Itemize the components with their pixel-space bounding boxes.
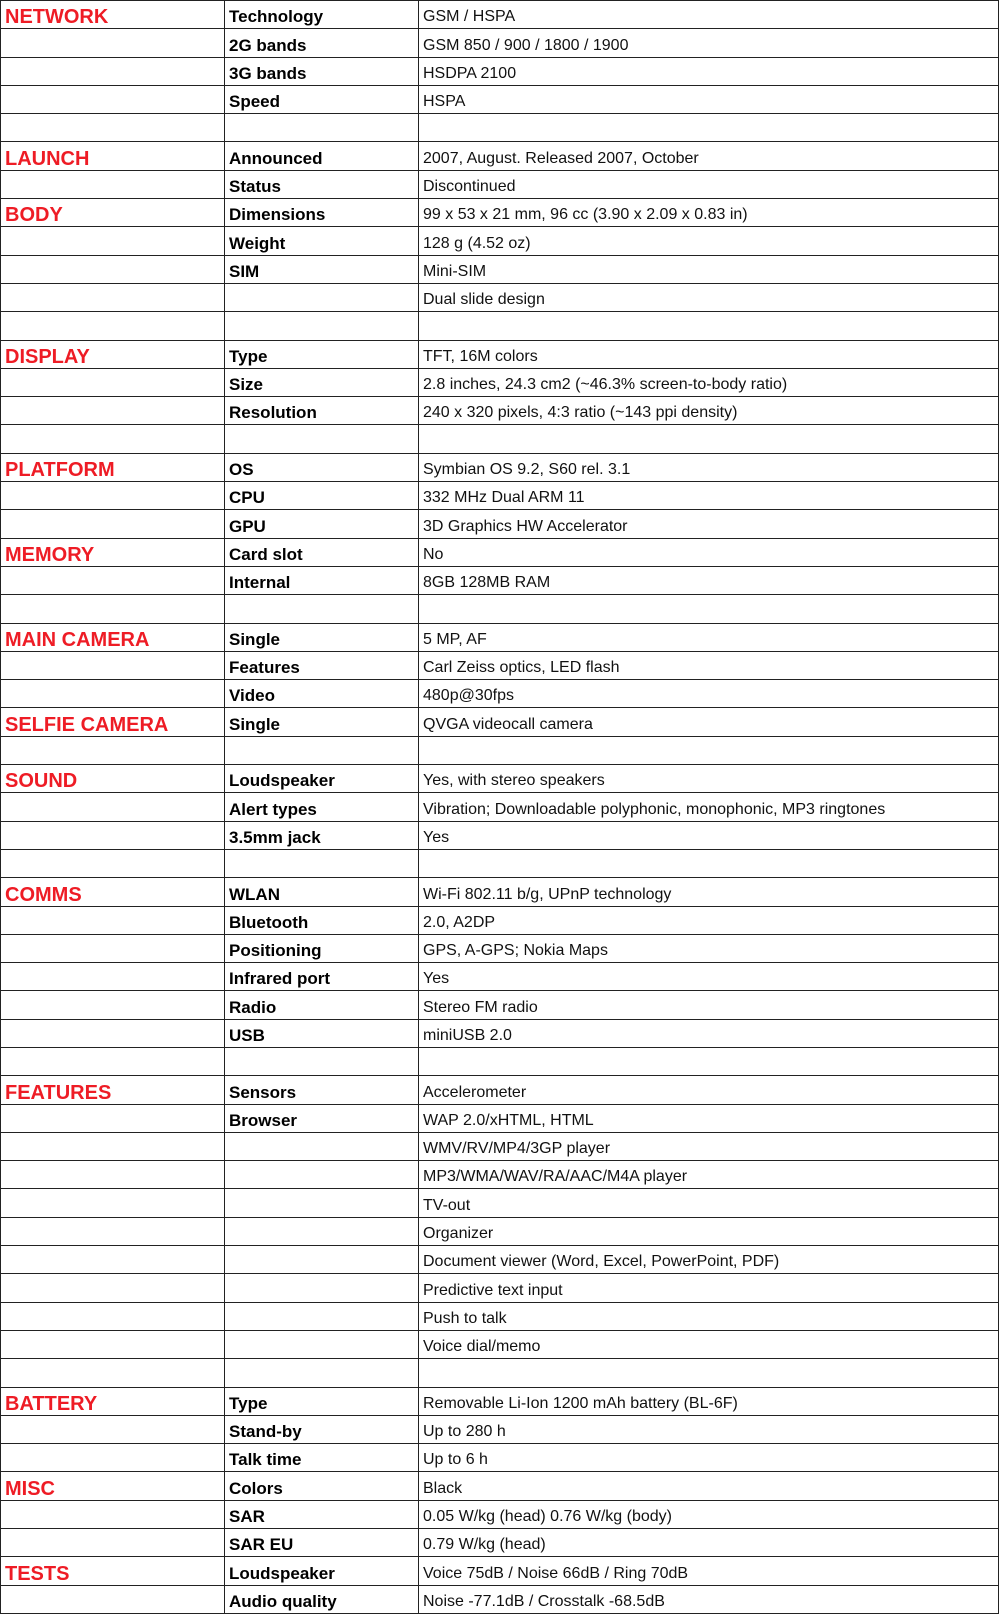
label-cell: Size xyxy=(225,368,419,396)
label-cell: Card slot xyxy=(225,538,419,566)
label-cell xyxy=(225,1246,419,1274)
label-cell xyxy=(225,312,419,340)
value-cell: TV-out xyxy=(419,1189,999,1217)
category-cell: SELFIE CAMERA xyxy=(1,708,225,736)
label-cell: Colors xyxy=(225,1472,419,1500)
value-cell: Up to 280 h xyxy=(419,1415,999,1443)
value-cell: GSM 850 / 900 / 1800 / 1900 xyxy=(419,29,999,57)
value-cell: WMV/RV/MP4/3GP player xyxy=(419,1132,999,1160)
spec-row xyxy=(1,340,999,368)
value-cell: Accelerometer xyxy=(419,1076,999,1104)
spec-row xyxy=(1,1529,999,1557)
category-cell xyxy=(1,1189,225,1217)
label-cell: Audio quality xyxy=(225,1585,419,1613)
category-cell xyxy=(1,397,225,425)
spec-row xyxy=(1,1246,999,1274)
spec-row xyxy=(1,963,999,991)
spec-row xyxy=(1,680,999,708)
label-cell: GPU xyxy=(225,510,419,538)
label-cell: CPU xyxy=(225,482,419,510)
spec-row xyxy=(1,736,999,764)
spec-row xyxy=(1,482,999,510)
value-cell: 240 x 320 pixels, 4:3 ratio (~143 ppi density) xyxy=(419,397,999,425)
label-cell xyxy=(225,849,419,877)
label-cell: Dimensions xyxy=(225,199,419,227)
value-cell: Voice dial/memo xyxy=(419,1330,999,1358)
spec-row xyxy=(1,1472,999,1500)
category-cell: TESTS xyxy=(1,1557,225,1585)
label-cell: Technology xyxy=(225,1,419,29)
category-cell: BODY xyxy=(1,199,225,227)
value-cell: 8GB 128MB RAM xyxy=(419,566,999,594)
label-cell: Speed xyxy=(225,85,419,113)
value-cell: 99 x 53 x 21 mm, 96 cc (3.90 x 2.09 x 0.83 in) xyxy=(419,199,999,227)
value-cell xyxy=(419,1047,999,1075)
category-cell xyxy=(1,906,225,934)
spec-row xyxy=(1,255,999,283)
value-cell: No xyxy=(419,538,999,566)
value-cell: miniUSB 2.0 xyxy=(419,1019,999,1047)
category-cell xyxy=(1,255,225,283)
category-cell xyxy=(1,1104,225,1132)
category-cell xyxy=(1,1217,225,1245)
category-cell xyxy=(1,1330,225,1358)
label-cell: Alert types xyxy=(225,793,419,821)
category-cell xyxy=(1,312,225,340)
category-cell xyxy=(1,368,225,396)
value-cell: Wi-Fi 802.11 b/g, UPnP technology xyxy=(419,878,999,906)
spec-row xyxy=(1,1585,999,1613)
spec-row xyxy=(1,312,999,340)
category-cell xyxy=(1,1246,225,1274)
value-cell: 480p@30fps xyxy=(419,680,999,708)
label-cell: SIM xyxy=(225,255,419,283)
category-cell xyxy=(1,1500,225,1528)
value-cell: Symbian OS 9.2, S60 rel. 3.1 xyxy=(419,453,999,481)
category-cell: BATTERY xyxy=(1,1387,225,1415)
value-cell: MP3/WMA/WAV/RA/AAC/M4A player xyxy=(419,1161,999,1189)
spec-row xyxy=(1,199,999,227)
label-cell xyxy=(225,736,419,764)
category-cell: NETWORK xyxy=(1,1,225,29)
label-cell: USB xyxy=(225,1019,419,1047)
category-cell xyxy=(1,934,225,962)
spec-row xyxy=(1,397,999,425)
label-cell: Infrared port xyxy=(225,963,419,991)
value-cell xyxy=(419,425,999,453)
category-cell xyxy=(1,1161,225,1189)
value-cell: HSPA xyxy=(419,85,999,113)
label-cell xyxy=(225,1302,419,1330)
value-cell: Discontinued xyxy=(419,170,999,198)
label-cell: Status xyxy=(225,170,419,198)
label-cell xyxy=(225,1161,419,1189)
value-cell: Stereo FM radio xyxy=(419,991,999,1019)
spec-row xyxy=(1,170,999,198)
label-cell xyxy=(225,1047,419,1075)
label-cell: Resolution xyxy=(225,397,419,425)
spec-table-body xyxy=(1,1,999,1614)
value-cell: QVGA videocall camera xyxy=(419,708,999,736)
label-cell: Weight xyxy=(225,227,419,255)
category-cell xyxy=(1,57,225,85)
value-cell: Black xyxy=(419,1472,999,1500)
label-cell: Sensors xyxy=(225,1076,419,1104)
value-cell: Voice 75dB / Noise 66dB / Ring 70dB xyxy=(419,1557,999,1585)
value-cell: Removable Li-Ion 1200 mAh battery (BL-6F) xyxy=(419,1387,999,1415)
label-cell: SAR EU xyxy=(225,1529,419,1557)
value-cell: Vibration; Downloadable polyphonic, monophonic, MP3 ringtones xyxy=(419,793,999,821)
label-cell xyxy=(225,1359,419,1387)
value-cell: GSM / HSPA xyxy=(419,1,999,29)
category-cell: LAUNCH xyxy=(1,142,225,170)
value-cell: Document viewer (Word, Excel, PowerPoint, PDF) xyxy=(419,1246,999,1274)
spec-row xyxy=(1,1161,999,1189)
category-cell xyxy=(1,85,225,113)
spec-row xyxy=(1,651,999,679)
spec-row xyxy=(1,1302,999,1330)
label-cell: Single xyxy=(225,708,419,736)
value-cell: Push to talk xyxy=(419,1302,999,1330)
category-cell xyxy=(1,595,225,623)
spec-row xyxy=(1,538,999,566)
spec-row xyxy=(1,1104,999,1132)
label-cell: Bluetooth xyxy=(225,906,419,934)
value-cell: 0.05 W/kg (head) 0.76 W/kg (body) xyxy=(419,1500,999,1528)
spec-row xyxy=(1,595,999,623)
category-cell xyxy=(1,793,225,821)
label-cell xyxy=(225,114,419,142)
value-cell: Yes, with stereo speakers xyxy=(419,765,999,793)
label-cell xyxy=(225,283,419,311)
value-cell: GPS, A-GPS; Nokia Maps xyxy=(419,934,999,962)
value-cell: 5 MP, AF xyxy=(419,623,999,651)
category-cell: MISC xyxy=(1,1472,225,1500)
category-cell: DISPLAY xyxy=(1,340,225,368)
value-cell: 128 g (4.52 oz) xyxy=(419,227,999,255)
spec-row xyxy=(1,1189,999,1217)
value-cell: 2.8 inches, 24.3 cm2 (~46.3% screen-to-body ratio) xyxy=(419,368,999,396)
category-cell xyxy=(1,425,225,453)
label-cell: Internal xyxy=(225,566,419,594)
category-cell xyxy=(1,283,225,311)
spec-row xyxy=(1,85,999,113)
spec-row xyxy=(1,1330,999,1358)
category-cell xyxy=(1,1585,225,1613)
value-cell: Organizer xyxy=(419,1217,999,1245)
spec-row xyxy=(1,623,999,651)
category-cell xyxy=(1,227,225,255)
label-cell: Announced xyxy=(225,142,419,170)
category-cell xyxy=(1,680,225,708)
spec-row xyxy=(1,765,999,793)
spec-row xyxy=(1,1047,999,1075)
value-cell xyxy=(419,114,999,142)
label-cell: 2G bands xyxy=(225,29,419,57)
value-cell xyxy=(419,1359,999,1387)
spec-row xyxy=(1,1019,999,1047)
label-cell: Radio xyxy=(225,991,419,1019)
label-cell xyxy=(225,595,419,623)
value-cell: TFT, 16M colors xyxy=(419,340,999,368)
spec-row xyxy=(1,821,999,849)
spec-row xyxy=(1,1132,999,1160)
spec-row xyxy=(1,906,999,934)
label-cell xyxy=(225,1217,419,1245)
label-cell xyxy=(225,425,419,453)
value-cell: Mini-SIM xyxy=(419,255,999,283)
spec-row xyxy=(1,368,999,396)
category-cell xyxy=(1,1047,225,1075)
spec-row xyxy=(1,1,999,29)
value-cell: WAP 2.0/xHTML, HTML xyxy=(419,1104,999,1132)
category-cell xyxy=(1,736,225,764)
category-cell xyxy=(1,963,225,991)
label-cell xyxy=(225,1274,419,1302)
spec-row xyxy=(1,793,999,821)
label-cell: 3.5mm jack xyxy=(225,821,419,849)
value-cell: Noise -77.1dB / Crosstalk -68.5dB xyxy=(419,1585,999,1613)
label-cell: Single xyxy=(225,623,419,651)
value-cell: Yes xyxy=(419,963,999,991)
label-cell xyxy=(225,1132,419,1160)
category-cell xyxy=(1,849,225,877)
category-cell: COMMS xyxy=(1,878,225,906)
value-cell xyxy=(419,595,999,623)
label-cell: Type xyxy=(225,1387,419,1415)
value-cell: Predictive text input xyxy=(419,1274,999,1302)
category-cell xyxy=(1,170,225,198)
category-cell xyxy=(1,1132,225,1160)
label-cell: 3G bands xyxy=(225,57,419,85)
spec-row xyxy=(1,425,999,453)
value-cell: Yes xyxy=(419,821,999,849)
spec-row xyxy=(1,708,999,736)
label-cell xyxy=(225,1189,419,1217)
spec-row xyxy=(1,283,999,311)
label-cell: WLAN xyxy=(225,878,419,906)
spec-row xyxy=(1,991,999,1019)
spec-row xyxy=(1,1444,999,1472)
value-cell: 3D Graphics HW Accelerator xyxy=(419,510,999,538)
value-cell: Up to 6 h xyxy=(419,1444,999,1472)
spec-row xyxy=(1,1076,999,1104)
spec-row xyxy=(1,1274,999,1302)
category-cell: MEMORY xyxy=(1,538,225,566)
category-cell xyxy=(1,1529,225,1557)
category-cell: MAIN CAMERA xyxy=(1,623,225,651)
value-cell: Dual slide design xyxy=(419,283,999,311)
category-cell: SOUND xyxy=(1,765,225,793)
label-cell: Type xyxy=(225,340,419,368)
label-cell: SAR xyxy=(225,1500,419,1528)
category-cell xyxy=(1,29,225,57)
category-cell xyxy=(1,1415,225,1443)
label-cell: Features xyxy=(225,651,419,679)
label-cell: Talk time xyxy=(225,1444,419,1472)
label-cell xyxy=(225,1330,419,1358)
value-cell: 332 MHz Dual ARM 11 xyxy=(419,482,999,510)
category-cell xyxy=(1,991,225,1019)
category-cell xyxy=(1,482,225,510)
value-cell xyxy=(419,312,999,340)
spec-row xyxy=(1,1359,999,1387)
spec-row xyxy=(1,142,999,170)
category-cell xyxy=(1,821,225,849)
spec-row xyxy=(1,114,999,142)
value-cell xyxy=(419,849,999,877)
spec-row xyxy=(1,1415,999,1443)
label-cell: Browser xyxy=(225,1104,419,1132)
category-cell xyxy=(1,1444,225,1472)
category-cell xyxy=(1,1019,225,1047)
spec-row xyxy=(1,29,999,57)
spec-row xyxy=(1,1500,999,1528)
value-cell: Carl Zeiss optics, LED flash xyxy=(419,651,999,679)
value-cell: 2.0, A2DP xyxy=(419,906,999,934)
value-cell: 0.79 W/kg (head) xyxy=(419,1529,999,1557)
label-cell: Stand-by xyxy=(225,1415,419,1443)
category-cell xyxy=(1,566,225,594)
spec-row xyxy=(1,1217,999,1245)
label-cell: Loudspeaker xyxy=(225,765,419,793)
category-cell: FEATURES xyxy=(1,1076,225,1104)
label-cell: Positioning xyxy=(225,934,419,962)
category-cell xyxy=(1,510,225,538)
label-cell: Video xyxy=(225,680,419,708)
category-cell: PLATFORM xyxy=(1,453,225,481)
spec-row xyxy=(1,934,999,962)
value-cell: 2007, August. Released 2007, October xyxy=(419,142,999,170)
spec-row xyxy=(1,849,999,877)
spec-row xyxy=(1,453,999,481)
category-cell xyxy=(1,651,225,679)
spec-row xyxy=(1,57,999,85)
spec-row xyxy=(1,1557,999,1585)
spec-row xyxy=(1,566,999,594)
value-cell xyxy=(419,736,999,764)
category-cell xyxy=(1,1302,225,1330)
spec-row xyxy=(1,510,999,538)
category-cell xyxy=(1,114,225,142)
label-cell: Loudspeaker xyxy=(225,1557,419,1585)
label-cell: OS xyxy=(225,453,419,481)
spec-row xyxy=(1,227,999,255)
value-cell: HSDPA 2100 xyxy=(419,57,999,85)
spec-row xyxy=(1,878,999,906)
spec-row xyxy=(1,1387,999,1415)
category-cell xyxy=(1,1274,225,1302)
category-cell xyxy=(1,1359,225,1387)
